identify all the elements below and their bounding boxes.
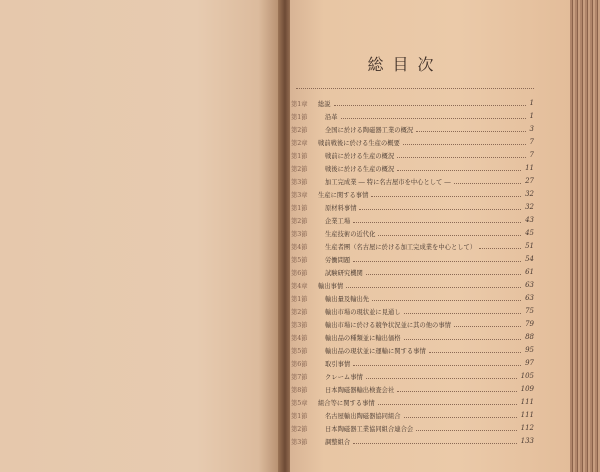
toc-entry-title: 生産者團（名古屋に於ける加工完成業を中心として） — [325, 244, 477, 251]
toc-entry-page: 63 — [525, 294, 534, 302]
toc-leader-dots — [334, 105, 526, 106]
toc-entry-number: 第5節 — [291, 348, 308, 355]
toc-entry — [291, 291, 534, 305]
toc-entry-number: 第1節 — [291, 296, 308, 303]
toc-entry-page: 63 — [525, 281, 534, 289]
toc-entry-number: 第3節 — [291, 179, 308, 186]
toc-entry-number: 第2節 — [291, 218, 308, 225]
toc-entry — [291, 343, 534, 357]
toc-entry-title: 総説 — [318, 101, 331, 108]
toc-entry — [291, 83, 534, 97]
toc-leader-dots — [378, 235, 521, 236]
toc-entry-number: 第1節 — [291, 413, 308, 420]
toc-entry — [291, 96, 534, 110]
toc-entry — [291, 135, 534, 149]
toc-leader-dots — [416, 131, 526, 132]
toc-entry-title: 戦前戦後に於ける生産の概要 — [318, 140, 400, 147]
toc-entry-page: 88 — [525, 333, 534, 341]
toc-entry — [291, 421, 534, 435]
toc-entry-title: 輸出事情 — [318, 283, 344, 290]
toc-entry — [291, 356, 534, 370]
toc-entry-title: 輸出品の現状並に運輸に関する事情 — [325, 348, 426, 355]
toc-entry-number: 第1節 — [291, 153, 308, 160]
toc-entry-page: 32 — [525, 203, 534, 211]
toc-leader-dots — [359, 209, 521, 210]
toc-entry-number: 第1節 — [291, 205, 308, 212]
toc-entry — [291, 213, 534, 227]
toc-entry-page: 105 — [520, 372, 534, 380]
toc-entry-title: 労働問題 — [325, 257, 351, 264]
toc-entry-title: 組合等に関する事情 — [318, 400, 375, 407]
toc-entry-page: 75 — [525, 307, 534, 315]
toc-leader-dots — [404, 417, 517, 418]
toc-entry — [291, 317, 534, 331]
toc-leader-dots — [454, 326, 521, 327]
toc-entry-number: 第1章 — [291, 101, 308, 108]
toc-leader-dots — [346, 287, 521, 288]
toc-entry-number: 第3節 — [291, 231, 308, 238]
toc-entry — [291, 382, 534, 396]
toc-entry-page: 32 — [525, 190, 534, 198]
toc-entry-number: 第2節 — [291, 166, 308, 173]
toc-entry-number: 第5章 — [291, 400, 308, 407]
toc-leader-dots — [404, 339, 521, 340]
toc-entry-title: 輸出市場の現状並に見通し — [325, 309, 401, 316]
toc-entry-title: 生産技術の近代化 — [325, 231, 376, 238]
toc-entry — [291, 161, 534, 175]
toc-entry-number: 第3節 — [291, 322, 308, 329]
left-page — [0, 0, 281, 472]
toc-entry-number: 第6節 — [291, 270, 308, 277]
toc-entry-number: 第2節 — [291, 127, 308, 134]
toc-entry-page: 97 — [525, 359, 534, 367]
toc-entry-page: 7 — [529, 138, 534, 146]
toc-entry-number: 第4章 — [291, 283, 308, 290]
toc-entry — [291, 239, 534, 253]
toc-entry — [291, 252, 534, 266]
toc-leader-dots — [397, 157, 526, 158]
toc-entry-title: 取引事情 — [325, 361, 351, 368]
toc-entry-title: 原材料事情 — [325, 205, 357, 212]
toc-entry-number: 第8節 — [291, 387, 308, 394]
toc-entry-number: 第4節 — [291, 335, 308, 342]
toc-leader-dots — [366, 378, 517, 379]
toc-leader-dots — [353, 365, 521, 366]
toc-entry-number: 第3節 — [291, 439, 308, 446]
toc-entry-title: クレーム事情 — [325, 374, 363, 381]
toc-entry — [291, 109, 534, 123]
toc-entry-number: 第2節 — [291, 426, 308, 433]
toc-leader-dots — [353, 222, 521, 223]
toc-leader-dots — [372, 300, 521, 301]
toc-entry — [291, 226, 534, 240]
toc-entry — [291, 265, 534, 279]
toc-leader-dots — [397, 391, 517, 392]
toc-entry-page: 3 — [529, 125, 534, 133]
toc-entry-title: 試験研究機関 — [325, 270, 363, 277]
page-edges — [570, 0, 600, 472]
page-title: 総目次 — [367, 55, 443, 74]
toc-entry-title: 日本陶磁器輸出検査会社 — [325, 387, 395, 394]
toc-entry-page: 109 — [520, 385, 534, 393]
toc-entry — [291, 408, 534, 422]
toc-entry-title: 企業工場 — [325, 218, 351, 225]
toc-entry-page: 112 — [520, 424, 534, 432]
toc-entry — [291, 434, 534, 448]
toc-leader-dots — [429, 352, 521, 353]
toc-entry — [291, 304, 534, 318]
toc-entry-page: 1 — [529, 99, 534, 107]
toc-entry-page: 11 — [525, 164, 534, 172]
toc-entry — [291, 122, 534, 136]
toc-entry — [291, 395, 534, 409]
toc-entry-number: 第7節 — [291, 374, 308, 381]
toc-entry-number: 第1節 — [291, 114, 308, 121]
toc-entry-title: 輸出品の種類並に輸出価格 — [325, 335, 401, 342]
toc-leader-dots — [371, 196, 521, 197]
toc-leader-dots — [416, 430, 517, 431]
toc-leader-dots — [366, 274, 521, 275]
toc-entry-page: 54 — [525, 255, 534, 263]
toc-entry-number: 第4節 — [291, 244, 308, 251]
toc-entry-number: 第5節 — [291, 257, 308, 264]
toc-entry-title: 輸出市場に於ける競争状況並に其の他の事情 — [325, 322, 451, 329]
toc-entry-title: 調整組合 — [325, 439, 351, 446]
toc-entry-page: 27 — [525, 177, 534, 185]
toc-entry-number: 第6節 — [291, 361, 308, 368]
toc-leader-dots — [353, 443, 517, 444]
toc-entry — [291, 174, 534, 188]
toc-entry-page: 79 — [525, 320, 534, 328]
toc-leader-dots — [479, 248, 521, 249]
toc-entry-number: 第2節 — [291, 309, 308, 316]
toc-leader-dots — [378, 404, 517, 405]
toc-entry-page: 43 — [525, 216, 534, 224]
toc-entry-title: 沿革 — [325, 114, 338, 121]
toc-entry-title: 日本陶磁器工業協同組合連合会 — [325, 426, 414, 433]
toc-leader-dots — [454, 183, 521, 184]
toc-leader-dots — [403, 144, 526, 145]
toc-entry-page: 61 — [525, 268, 534, 276]
toc-leader-dots — [341, 118, 526, 119]
toc-entry — [291, 369, 534, 383]
toc-entry-page: 95 — [525, 346, 534, 354]
toc-leader-dots — [353, 261, 521, 262]
toc-entry — [291, 278, 534, 292]
toc-entry-title: 加工完成業 ― 特に名古屋市を中心として ― — [325, 179, 451, 186]
toc-leader-dots — [404, 313, 521, 314]
toc-entry-number: 第2章 — [291, 140, 308, 147]
toc-entry-page: 133 — [520, 437, 534, 445]
toc-entry-title: 名古屋輸出陶磁器協同組合 — [325, 413, 401, 420]
toc-entry-page: 51 — [525, 242, 534, 250]
toc-entry-page: 45 — [525, 229, 534, 237]
toc-entry-number: 第3章 — [291, 192, 308, 199]
toc-entry-title: 戦前に於ける生産の概況 — [325, 153, 395, 160]
toc-entry-page: 111 — [520, 411, 534, 419]
toc-entry — [291, 187, 534, 201]
toc-entry-title: 戦後に於ける生産の概況 — [325, 166, 395, 173]
toc-entry-page: 111 — [520, 398, 534, 406]
toc-entry — [291, 330, 534, 344]
toc-entry — [291, 200, 534, 214]
toc-leader-dots — [397, 170, 521, 171]
toc-entry-page: 1 — [529, 112, 534, 120]
toc-entry-title: 生産に関する事情 — [318, 192, 369, 199]
toc-entry-page: 7 — [529, 151, 534, 159]
toc-entry — [291, 148, 534, 162]
toc-entry-title: 輸出量及輸出先 — [325, 296, 370, 303]
toc-entry-title: 全国に於ける陶磁器工業の概況 — [325, 127, 414, 134]
